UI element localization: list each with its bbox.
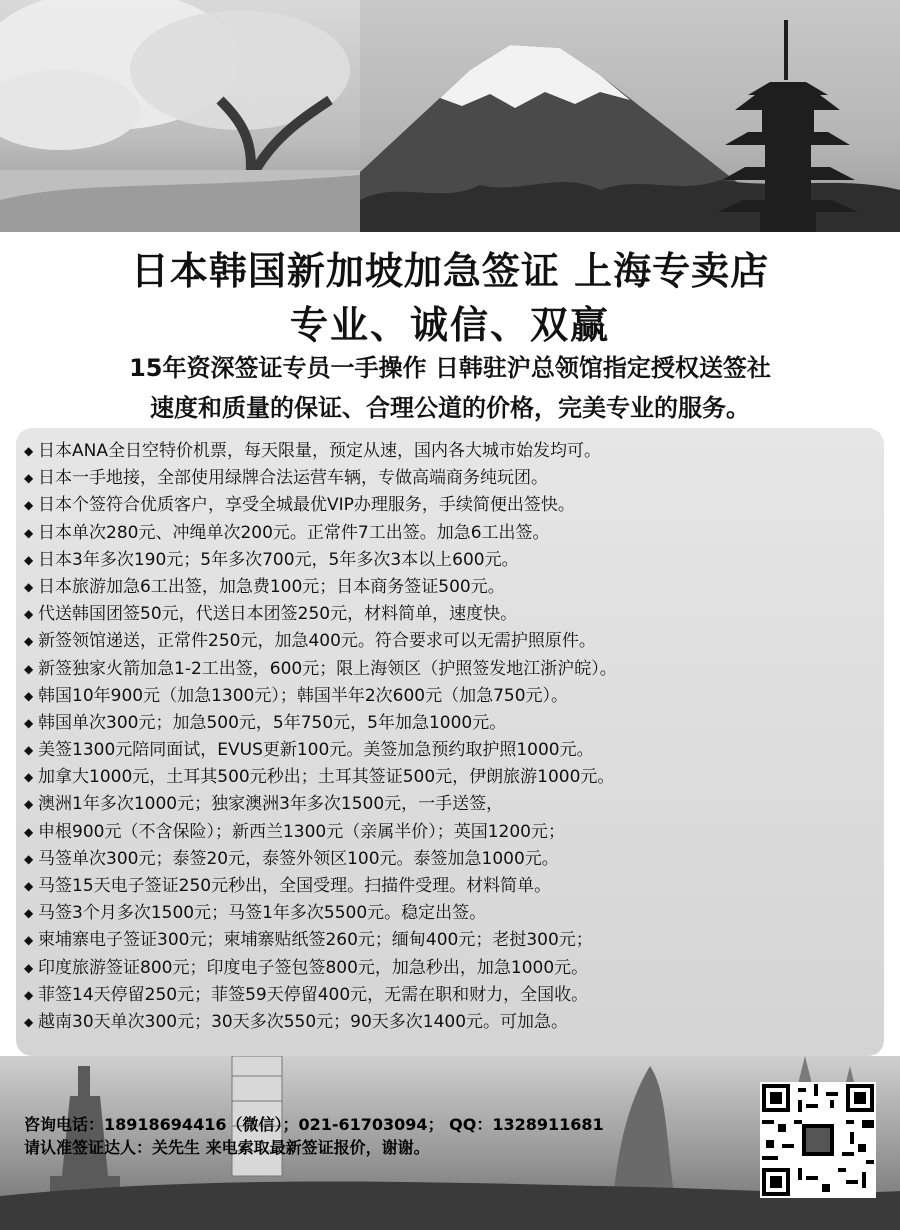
bullet-icon: ◆ xyxy=(24,715,34,730)
bullet-icon: ◆ xyxy=(24,525,34,540)
list-item xyxy=(24,438,884,465)
list-item-text: 日本3年多次190元；5年多次700元，5年多次3本以上600元。 xyxy=(38,549,519,570)
bullet-icon: ◆ xyxy=(24,607,34,622)
bullet-icon: ◆ xyxy=(24,579,34,594)
list-item-text: 日本旅游加急6工出签，加急费100元；日本商务签证500元。 xyxy=(38,576,505,597)
list-item xyxy=(24,601,884,628)
bullet-icon: ◆ xyxy=(24,960,34,975)
bullet-icon: ◆ xyxy=(24,743,34,758)
list-item xyxy=(24,465,884,492)
list-item-text: 美签1300元陪同面试，EVUS更新100元。美签加急预约取护照1000元。 xyxy=(38,740,594,761)
contact-phone-line: 咨询电话：18918694416（微信）；021-61703094； QQ：1328911681 xyxy=(24,1115,604,1134)
list-item-text: 越南30天单次300元；30天多次550元；90天多次1400元。可加急。 xyxy=(38,1011,569,1032)
list-item-text: 加拿大1000元，土耳其500元秒出；土耳其签证500元，伊朗旅游1000元。 xyxy=(38,767,615,788)
banner-image xyxy=(0,0,900,232)
contact-person-line: 请认准签证达人：关先生 来电索取最新签证报价，谢谢。 xyxy=(24,1138,430,1157)
list-item-text: 韩国10年900元（加急1300元）；韩国半年2次600元（加急750元）。 xyxy=(38,685,569,706)
list-item-text: 申根900元（不含保险）；新西兰1300元（亲属半价）；英国1200元； xyxy=(38,821,565,842)
list-item xyxy=(24,791,884,818)
bullet-icon: ◆ xyxy=(24,851,34,866)
list-item-text: 代送韩国团签50元，代送日本团签250元，材料简单，速度快。 xyxy=(38,604,518,625)
headline: 日本韩国新加坡加急签证 上海专卖店 xyxy=(130,249,770,293)
list-item-text: 菲签14天停留250元；菲签59天停留400元，无需在职和财力，全国收。 xyxy=(38,984,589,1005)
bullet-icon: ◆ xyxy=(24,552,34,567)
bullet-icon: ◆ xyxy=(24,933,34,948)
list-item-text: 柬埔寨电子签证300元；柬埔寨贴纸签260元；缅甸400元；老挝300元； xyxy=(38,930,593,951)
list-item-text: 韩国单次300元；加急500元，5年750元，5年加急1000元。 xyxy=(38,712,507,733)
list-item-text: 新签独家火箭加急1-2工出签，600元；限上海领区（护照签发地江浙沪皖）。 xyxy=(38,658,617,679)
list-item xyxy=(24,574,884,601)
bullet-icon: ◆ xyxy=(24,471,34,486)
list-item xyxy=(24,846,884,873)
list-item xyxy=(24,764,884,791)
bullet-icon: ◆ xyxy=(24,1014,34,1029)
list-item-text: 日本单次280元、冲绳单次200元。正常件7工出签。加急6工出签。 xyxy=(38,522,550,543)
list-item-text: 马签单次300元；泰签20元，泰签外领区100元。泰签加急1000元。 xyxy=(38,848,559,869)
list-item-text: 日本个签符合优质客户，享受全城最优VIP办理服务，手续简便出签快。 xyxy=(38,495,575,516)
list-item xyxy=(24,900,884,927)
list-item xyxy=(24,927,884,954)
bullet-icon: ◆ xyxy=(24,879,34,893)
bullet-icon: ◆ xyxy=(24,688,34,703)
list-item xyxy=(24,982,884,1009)
bullet-icon: ◆ xyxy=(24,797,34,812)
bullet-icon: ◆ xyxy=(24,770,34,785)
list-item-text: 日本一手地接，全部使用绿牌合法运营车辆，专做高端商务纯玩团。 xyxy=(38,468,548,489)
list-item-text: 马签15天电子签证250元秒出，全国受理。扫描件受理。材料简单。 xyxy=(38,876,552,896)
list-item xyxy=(24,819,884,846)
list-item xyxy=(24,656,884,683)
slogan: 专业、诚信、双赢 xyxy=(289,303,610,347)
list-item xyxy=(24,710,884,737)
list-item-text: 澳洲1年多次1000元；独家澳洲3年多次1500元，一手送签， xyxy=(38,794,504,815)
price-list xyxy=(24,438,884,1036)
list-item xyxy=(24,683,884,710)
bullet-icon: ◆ xyxy=(24,906,34,921)
list-item-text: 马签3个月多次1500元；马签1年多次5500元。稳定出签。 xyxy=(38,903,487,924)
list-item xyxy=(24,520,884,547)
list-item xyxy=(24,1009,884,1036)
bullet-icon: ◆ xyxy=(24,444,34,458)
subline-credentials: 15年资深签证专员一手操作 日韩驻沪总领馆指定授权送签社 xyxy=(129,354,771,382)
subline-promise: 速度和质量的保证、合理公道的价格，完美专业的服务。 xyxy=(150,394,750,422)
bullet-icon: ◆ xyxy=(24,498,34,513)
list-item xyxy=(24,492,884,519)
list-item xyxy=(24,547,884,574)
bullet-icon: ◆ xyxy=(24,634,34,649)
list-item xyxy=(24,873,884,900)
list-item-text: 日本ANA全日空特价机票，每天限量，预定从速，国内各大城市始发均可。 xyxy=(38,441,601,461)
qr-code[interactable] xyxy=(760,1082,876,1198)
qr-code-icon xyxy=(762,1084,874,1196)
bullet-icon: ◆ xyxy=(24,824,34,839)
list-item xyxy=(24,737,884,764)
bullet-icon: ◆ xyxy=(24,987,34,1002)
banner-scenery xyxy=(0,0,900,232)
list-item-text: 印度旅游签证800元；印度电子签包签800元，加急秒出，加急1000元。 xyxy=(38,957,589,978)
list-item xyxy=(24,955,884,982)
bullet-icon: ◆ xyxy=(24,661,34,676)
list-item-text: 新签领馆递送，正常件250元，加急400元。符合要求可以无需护照原件。 xyxy=(38,631,596,652)
list-item xyxy=(24,628,884,655)
